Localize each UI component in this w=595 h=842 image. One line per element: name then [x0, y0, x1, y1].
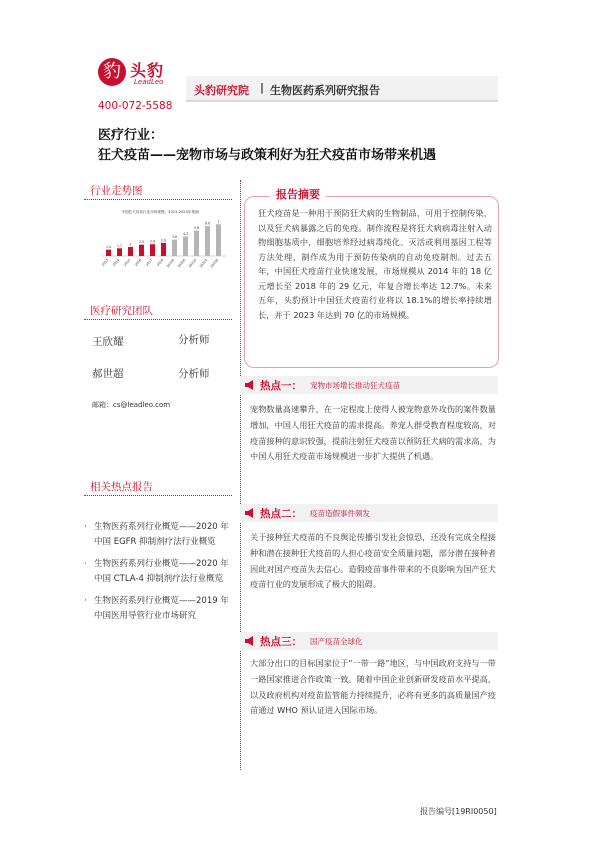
chart-category-label: 2022E: [198, 258, 209, 269]
chart-category-label: 2019E: [165, 258, 176, 269]
summary-tag: 报告摘要: [270, 186, 326, 202]
chart-bar: [216, 224, 221, 256]
chart-category-label: 2023E: [209, 258, 220, 269]
chart-value-label: 1.7: [116, 243, 123, 248]
hotpoint-2-header: 热点二： 疫苗造假事件频发: [240, 504, 498, 522]
header-institute: 头豹研究院: [194, 84, 249, 97]
team-section-heading: 医疗研究团队: [84, 300, 232, 320]
chart-bar: [205, 226, 210, 256]
chart-value-label: 3.6: [171, 235, 178, 240]
leopard-logo-icon: 豹: [98, 58, 126, 86]
page-title-industry: 医疗行业：: [98, 128, 164, 143]
chart-value-label: 2.6: [149, 239, 156, 244]
analyst-role-1: 分析师: [178, 334, 210, 346]
chart-category-label: 2020E: [176, 258, 187, 269]
hotpoint-3-text: 大部分出口的目标国家位于“一带一路”地区，与中国政府支持与一带一路国家推进合作政策一致。随着中国企业创新研发疫苗水平提高，以及政府机构对疫苗监管能力持续提升，必将有更多的高质量国产疫苗通过 WHO 预认证进入国际市场。: [250, 658, 496, 716]
mini-chart-title: 中国狂犬疫苗行业市场规模，2013-2023年预测: [121, 210, 199, 214]
contact-email[interactable]: 邮箱：cs@leadleo.com: [92, 401, 171, 409]
market-size-mini-chart: [90, 204, 230, 284]
hot-report-item[interactable]: · 生物医药系列行业概览——2020 年中国 EGFR 抑制剂疗法行业概览: [84, 522, 229, 547]
hotpoint-1-text: 宠物数量高速攀升，在一定程度上使得人被宠物意外攻伤的案件数量增加，中国人用狂犬疫苗的需求提高。养宠人群受教育程度较高，对疫苗接种的意识较强，提前注射狂犬疫苗以预防狂犬病的需求高，为中国人用狂犬疫苗市场规模进一步扩大提供了机遇。: [250, 404, 496, 462]
header-series: 生物医药系列研究报告: [270, 84, 380, 97]
chart-category-label: 2014: [111, 258, 121, 267]
hot-reports-list: [84, 520, 234, 631]
chart-bar: [172, 240, 177, 256]
hotpoint-2-text: 关于接种狂犬疫苗的不良舆论传播引发社会惊恐，还没有完成全程接种和潜在接种狂犬疫苗的人担心疫苗安全质量问题，部分潜在接种者因此对国产疫苗失去信心。造假疫苗事件带来的不良影响为国产狂犬疫苗行业的发展形成了极大的阻碍。: [250, 532, 496, 590]
chart-category-label: 2017: [144, 258, 154, 267]
hotpoint-3-header: 热点三： 国产疫苗全球化: [240, 632, 498, 650]
chart-value-label: 1.4: [105, 245, 112, 250]
chart-value-label: 2.9: [160, 238, 167, 243]
chart-category-label: 2018: [155, 258, 165, 267]
hot-report-item[interactable]: · 生物医药系列行业概览——2019 年中国医用导管行业市场研究: [84, 596, 229, 621]
chart-bar: [183, 237, 188, 256]
report-number: 报告编号[19RI0050]: [420, 807, 497, 816]
chart-bar: [139, 245, 144, 256]
hot-report-item[interactable]: · 生物医药系列行业概览——2020 年中国 CTLA-4 抑制剂疗法行业概览: [84, 559, 229, 584]
chart-bar: [106, 250, 111, 256]
chart-bar: [161, 243, 166, 256]
chart-category-label: 2021E: [187, 258, 198, 269]
analyst-role-2: 分析师: [178, 368, 210, 380]
bullet-icon: ·: [84, 522, 87, 532]
chart-value-label: 5.6: [193, 226, 200, 231]
header-band: [186, 76, 498, 102]
page-title-main: 狂犬疫苗——宠物市场与政策利好为狂犬疫苗市场带来机遇: [98, 148, 437, 163]
chart-bar: [194, 231, 199, 256]
header-separator: |: [260, 81, 265, 94]
chart-value-label: 7: [217, 219, 220, 224]
megaphone-icon: [244, 635, 256, 647]
bullet-icon: ·: [84, 596, 87, 606]
chart-bar: [128, 247, 133, 256]
megaphone-icon: [244, 379, 256, 391]
bullet-icon: ·: [84, 559, 87, 569]
brand-phone: 400-072-5588: [98, 100, 173, 112]
trend-section-heading: 行业走势图: [84, 180, 232, 200]
chart-bar: [150, 244, 155, 256]
hotpoint-1-header: 热点一： 宠物市场增长推动狂犬疫苗: [240, 376, 498, 394]
megaphone-icon: [244, 507, 256, 519]
brand-name-en: LeadLeo: [134, 78, 164, 86]
chart-value-label: 6.6: [204, 221, 211, 226]
chart-value-label: 4.3: [182, 232, 189, 237]
chart-bar: [117, 248, 122, 256]
summary-text: 狂犬疫苗是一种用于预防狂犬病的生物制品，可用于控制传染，以及狂犬病暴露之后的免疫。制作流程是将狂犬病病毒注射入动物细胞基质中，细胞培养经过病毒纯化、灭活或利用基因工程等方法处理，制作成为用于预防传染病的自动免疫制剂。过去五年，中国狂犬疫苗行业快速发展，市场规模从 2014 年的 18 亿元增长至 2018 年的 29 亿元，年复合增长率达 12.7%。未来五年，头豹预计中国狂犬疫苗行业将以 18.1%的增长率持续增长，并于 2023 年达到 70 亿的市场规模。: [258, 208, 492, 320]
analyst-name-2: 郝世超: [92, 368, 124, 380]
analyst-name-1: 王欣耀: [92, 336, 124, 348]
brand-name-cn: 头豹: [130, 61, 165, 80]
chart-category-label: 2015: [122, 258, 132, 267]
chart-category-label: 2016: [133, 258, 143, 267]
chart-category-label: 2013: [100, 258, 110, 267]
hot-reports-heading: 相关热点报告: [84, 476, 232, 496]
chart-value-label: 2: [129, 242, 132, 247]
column-divider: [240, 180, 241, 770]
chart-value-label: 2.5: [138, 240, 145, 245]
